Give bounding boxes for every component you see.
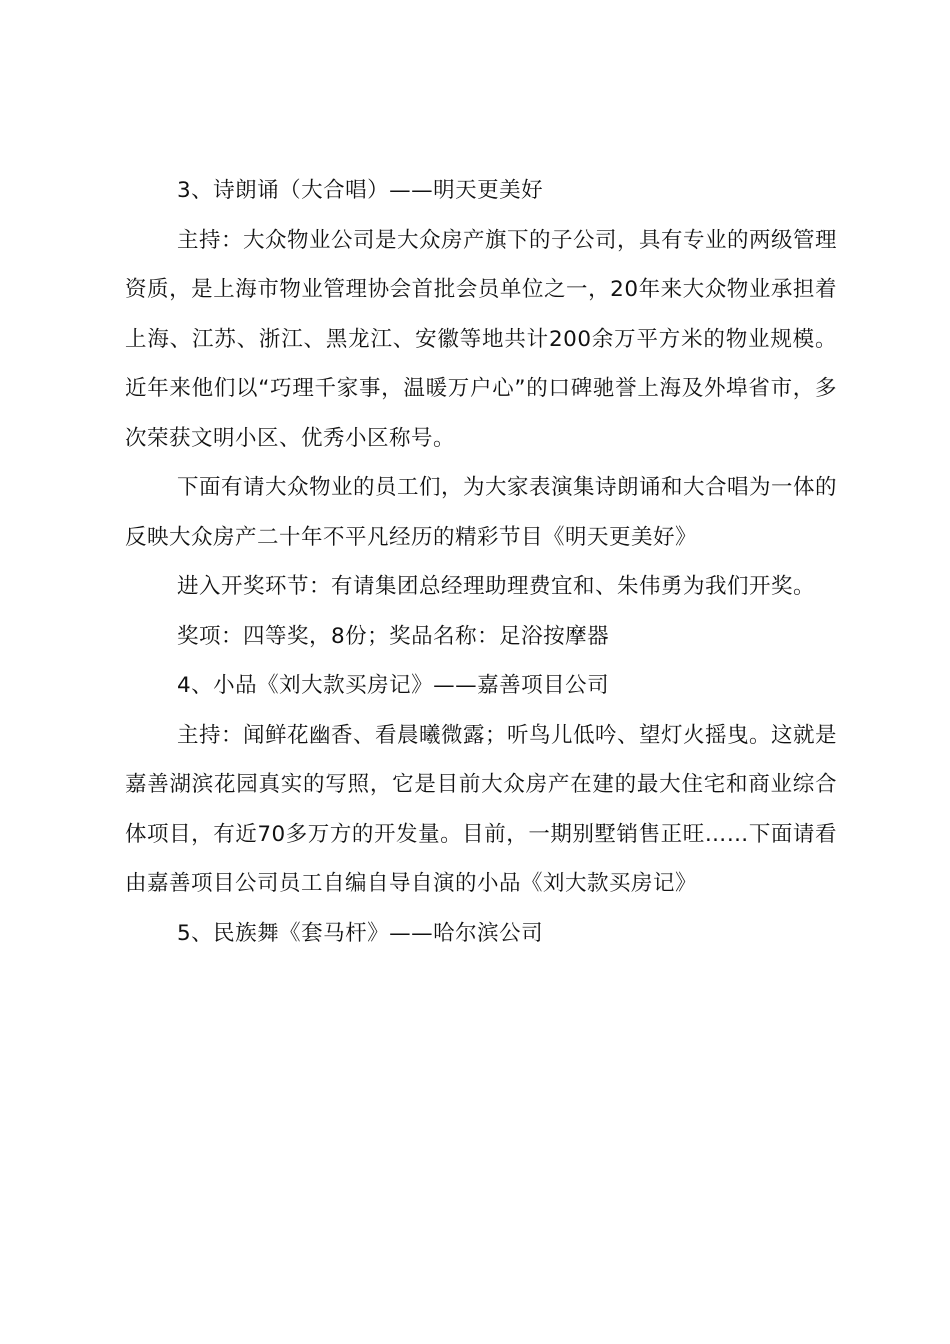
program-item-4-heading: 4、小品《刘大款买房记》——嘉善项目公司: [177, 673, 610, 698]
lottery-announcement: 进入开奖环节：有请集团总经理助理费宜和、朱伟勇为我们开奖。: [177, 574, 816, 599]
program-item-3-heading: 3、诗朗诵（大合唱）——明天更美好: [177, 178, 544, 203]
program-item-5-heading: 5、民族舞《套马杆》——哈尔滨公司: [177, 920, 544, 946]
host-intro-jiashan-project: 主持：闻鲜花幽香、看晨曦微露；听鸟儿低吟、望灯火摇曳。这就是嘉善湖滨花园真实的写照，它是目前大众房产在建的最大住宅和商业综合体项目，有近70多万方的开发量。目前，一期别墅销售正旺……下面请看由嘉善项目公司员工自编自导自演的小品《刘大款买房记》: [125, 722, 838, 896]
host-invite-performance: 下面有请大众物业的员工们，为大家表演集诗朗诵和大合唱为一体的反映大众房产二十年不平凡经历的精彩节目《明天更美好》: [125, 475, 838, 550]
host-intro-dazhong-property: 主持：大众物业公司是大众房产旗下的子公司，具有专业的两级管理资质，是上海市物业管理协会首批会员单位之一，20年来大众物业承担着上海、江苏、浙江、黑龙江、安徽等地共计200余万平方米的物业规模。近年来他们以“巧理千家事，温暖万户心”的口碑驰誉上海及外埠省市，多次荣获文明小区、优秀小区称号。: [125, 227, 838, 451]
document-body: [125, 166, 837, 958]
prize-details: 奖项：四等奖，8份；奖品名称：足浴按摩器: [177, 623, 610, 649]
